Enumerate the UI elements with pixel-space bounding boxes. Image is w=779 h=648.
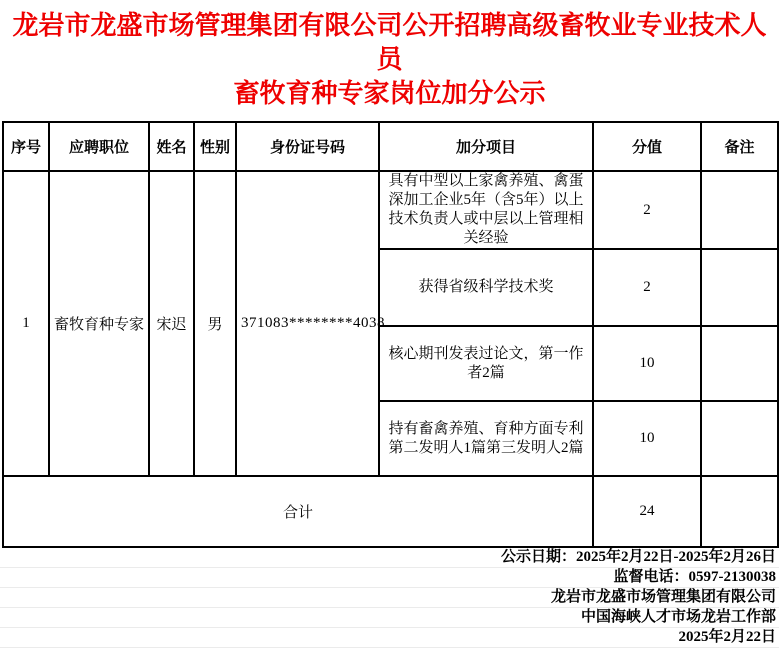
- footer-company-name: 龙岩市龙盛市场管理集团有限公司: [0, 588, 779, 608]
- page-title-line1: 龙岩市龙盛市场管理集团有限公司公开招聘高级畜牧业专业技术人员: [12, 10, 767, 74]
- header-id-number: 身份证号码: [236, 122, 379, 171]
- header-gender: 性别: [194, 122, 236, 171]
- page-title-line2: 畜牧育种专家岗位加分公示: [233, 78, 546, 108]
- total-remark: [701, 476, 778, 547]
- bonus-score-table: [2, 121, 779, 548]
- bonus-remark-4: [701, 401, 778, 476]
- footer: [0, 548, 779, 648]
- table-row: [3, 171, 778, 249]
- header-bonus-item: 加分项目: [379, 122, 593, 171]
- total-label: 合计: [3, 476, 593, 547]
- table-header-row: [3, 122, 778, 171]
- total-row: [3, 476, 778, 547]
- footer-supervision-phone: 监督电话：0597-2130038: [0, 568, 779, 588]
- candidate-name: 宋迟: [149, 171, 194, 476]
- bonus-score-2: 2: [593, 249, 701, 326]
- candidate-serial: 1: [3, 171, 49, 476]
- header-remark: 备注: [701, 122, 778, 171]
- bonus-remark-2: [701, 249, 778, 326]
- header-serial: 序号: [3, 122, 49, 171]
- footer-publicity-dates: 公示日期：2025年2月22日-2025年2月26日: [0, 548, 779, 568]
- bonus-item-3: 核心期刊发表过论文，第一作者2篇: [379, 326, 593, 401]
- bonus-item-1: 具有中型以上家禽养殖、禽蛋深加工企业5年（含5年）以上技术负责人或中层以上管理相关经验: [379, 171, 593, 249]
- header-name: 姓名: [149, 122, 194, 171]
- bonus-item-4: 持有畜禽养殖、育种方面专利第二发明人1篇第三发明人2篇: [379, 401, 593, 476]
- footer-date: 2025年2月22日: [0, 628, 779, 648]
- candidate-id-number: 371083********4038: [236, 171, 379, 476]
- bonus-score-4: 10: [593, 401, 701, 476]
- bonus-score-1: 2: [593, 171, 701, 249]
- header-position: 应聘职位: [49, 122, 149, 171]
- bonus-remark-1: [701, 171, 778, 249]
- candidate-gender: 男: [194, 171, 236, 476]
- page-title: [0, 0, 779, 110]
- total-score: 24: [593, 476, 701, 547]
- header-score: 分值: [593, 122, 701, 171]
- candidate-position: 畜牧育种专家: [49, 171, 149, 476]
- footer-agency-name: 中国海峡人才市场龙岩工作部: [0, 608, 779, 628]
- bonus-score-3: 10: [593, 326, 701, 401]
- bonus-remark-3: [701, 326, 778, 401]
- bonus-item-2: 获得省级科学技术奖: [379, 249, 593, 326]
